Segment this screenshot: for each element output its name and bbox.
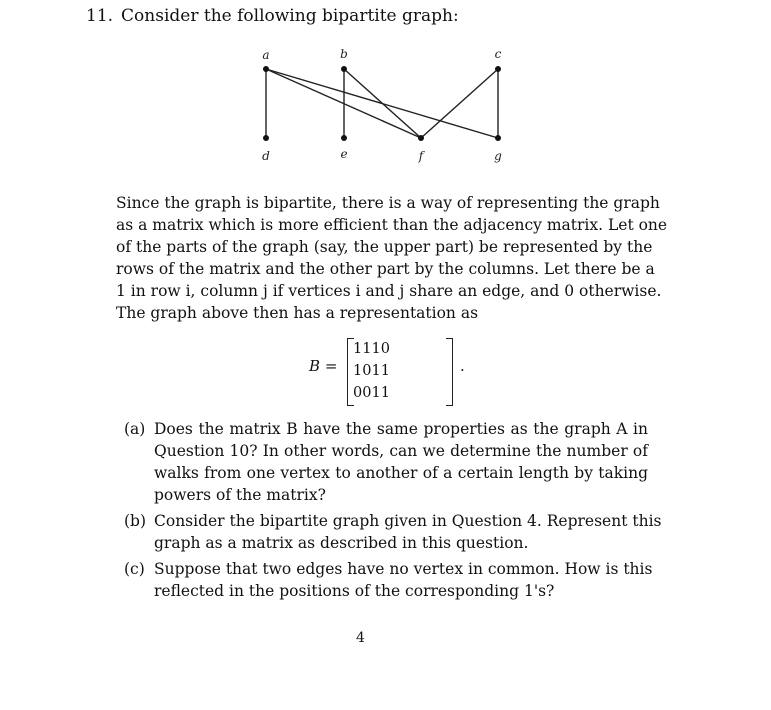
subquestion-body [154, 510, 662, 554]
matrix-cell: 1 [371, 385, 381, 401]
matrix-period: . [460, 357, 465, 375]
matrix-row [353, 382, 390, 404]
vertex-label-c: c [494, 47, 502, 61]
subquestion-line: Question 10? In other words, can we determine the number of [154, 442, 648, 460]
matrix-cell: 1 [371, 341, 381, 357]
question-text: Consider the following bipartite graph: [121, 6, 459, 26]
question-number: 11. [86, 6, 114, 26]
matrix-cell: 1 [380, 363, 390, 379]
vertex-b [341, 66, 347, 72]
matrix-cell: 1 [362, 341, 372, 357]
matrix-cell: 1 [371, 363, 381, 379]
matrix-row [353, 338, 390, 360]
subquestion-label: (c) [124, 560, 145, 578]
matrix-cell: 0 [353, 385, 363, 401]
matrix-cell: 0 [362, 363, 372, 379]
subquestion-body [154, 558, 653, 602]
paragraph-line: The graph above then has a representation as [116, 304, 479, 322]
paragraph-line: Since the graph is bipartite, there is a way of representing the graph [116, 194, 660, 212]
matrix-cell: 0 [380, 341, 390, 357]
subquestion-label: (a) [124, 420, 146, 438]
vertex-g [495, 135, 501, 141]
subquestion-line: Does the matrix B have the same properties as the graph A in [154, 420, 648, 438]
matrix-row [353, 360, 390, 382]
vertex-label-d: d [262, 149, 270, 163]
subquestion-line: walks from one vertex to another of a certain length by taking [154, 464, 648, 482]
paragraph-line: rows of the matrix and the other part by the columns. Let there be a [116, 260, 655, 278]
equals-sign: = [324, 357, 338, 375]
page-number: 4 [356, 630, 365, 646]
vertex-e [341, 135, 347, 141]
vertex-label-a: a [262, 48, 270, 62]
matrix-cell: 1 [380, 385, 390, 401]
subquestion-line: reflected in the positions of the corresponding 1's? [154, 582, 555, 600]
vertex-d [263, 135, 269, 141]
vertex-c [495, 66, 501, 72]
subquestion-body [154, 418, 648, 506]
right-bracket [446, 338, 453, 406]
paragraph-line: 1 in row i, column j if vertices i and j share an edge, and 0 otherwise. [116, 282, 662, 300]
vertex-label-b: b [340, 47, 348, 61]
vertex-label-g: g [494, 149, 502, 163]
paragraph-line: of the parts of the graph (say, the upper part) be represented by the [116, 238, 653, 256]
vertex-label-e: e [340, 147, 348, 161]
subquestion-line: powers of the matrix? [154, 486, 326, 504]
subquestion-line: Consider the bipartite graph given in Question 4. Represent this [154, 512, 662, 530]
vertex-f [418, 135, 424, 141]
subquestion-label: (b) [124, 512, 147, 530]
paragraph-line: as a matrix which is more efficient than the adjacency matrix. Let one [116, 216, 668, 234]
vertex-label-f: f [418, 149, 424, 163]
description-paragraph [116, 192, 668, 324]
matrix-B [353, 338, 390, 404]
subquestion-line: graph as a matrix as described in this question. [154, 534, 529, 552]
matrix-cell: 1 [353, 363, 363, 379]
matrix-label [309, 357, 337, 375]
bipartite-graph [0, 0, 771, 190]
edge-a-g [266, 69, 498, 138]
matrix-cell: 0 [362, 385, 372, 401]
subquestion-line: Suppose that two edges have no vertex in common. How is this [154, 560, 653, 578]
matrix-cell: 1 [353, 341, 363, 357]
matrix-name: B [309, 357, 321, 375]
vertex-a [263, 66, 269, 72]
edge-c-f [421, 69, 498, 138]
